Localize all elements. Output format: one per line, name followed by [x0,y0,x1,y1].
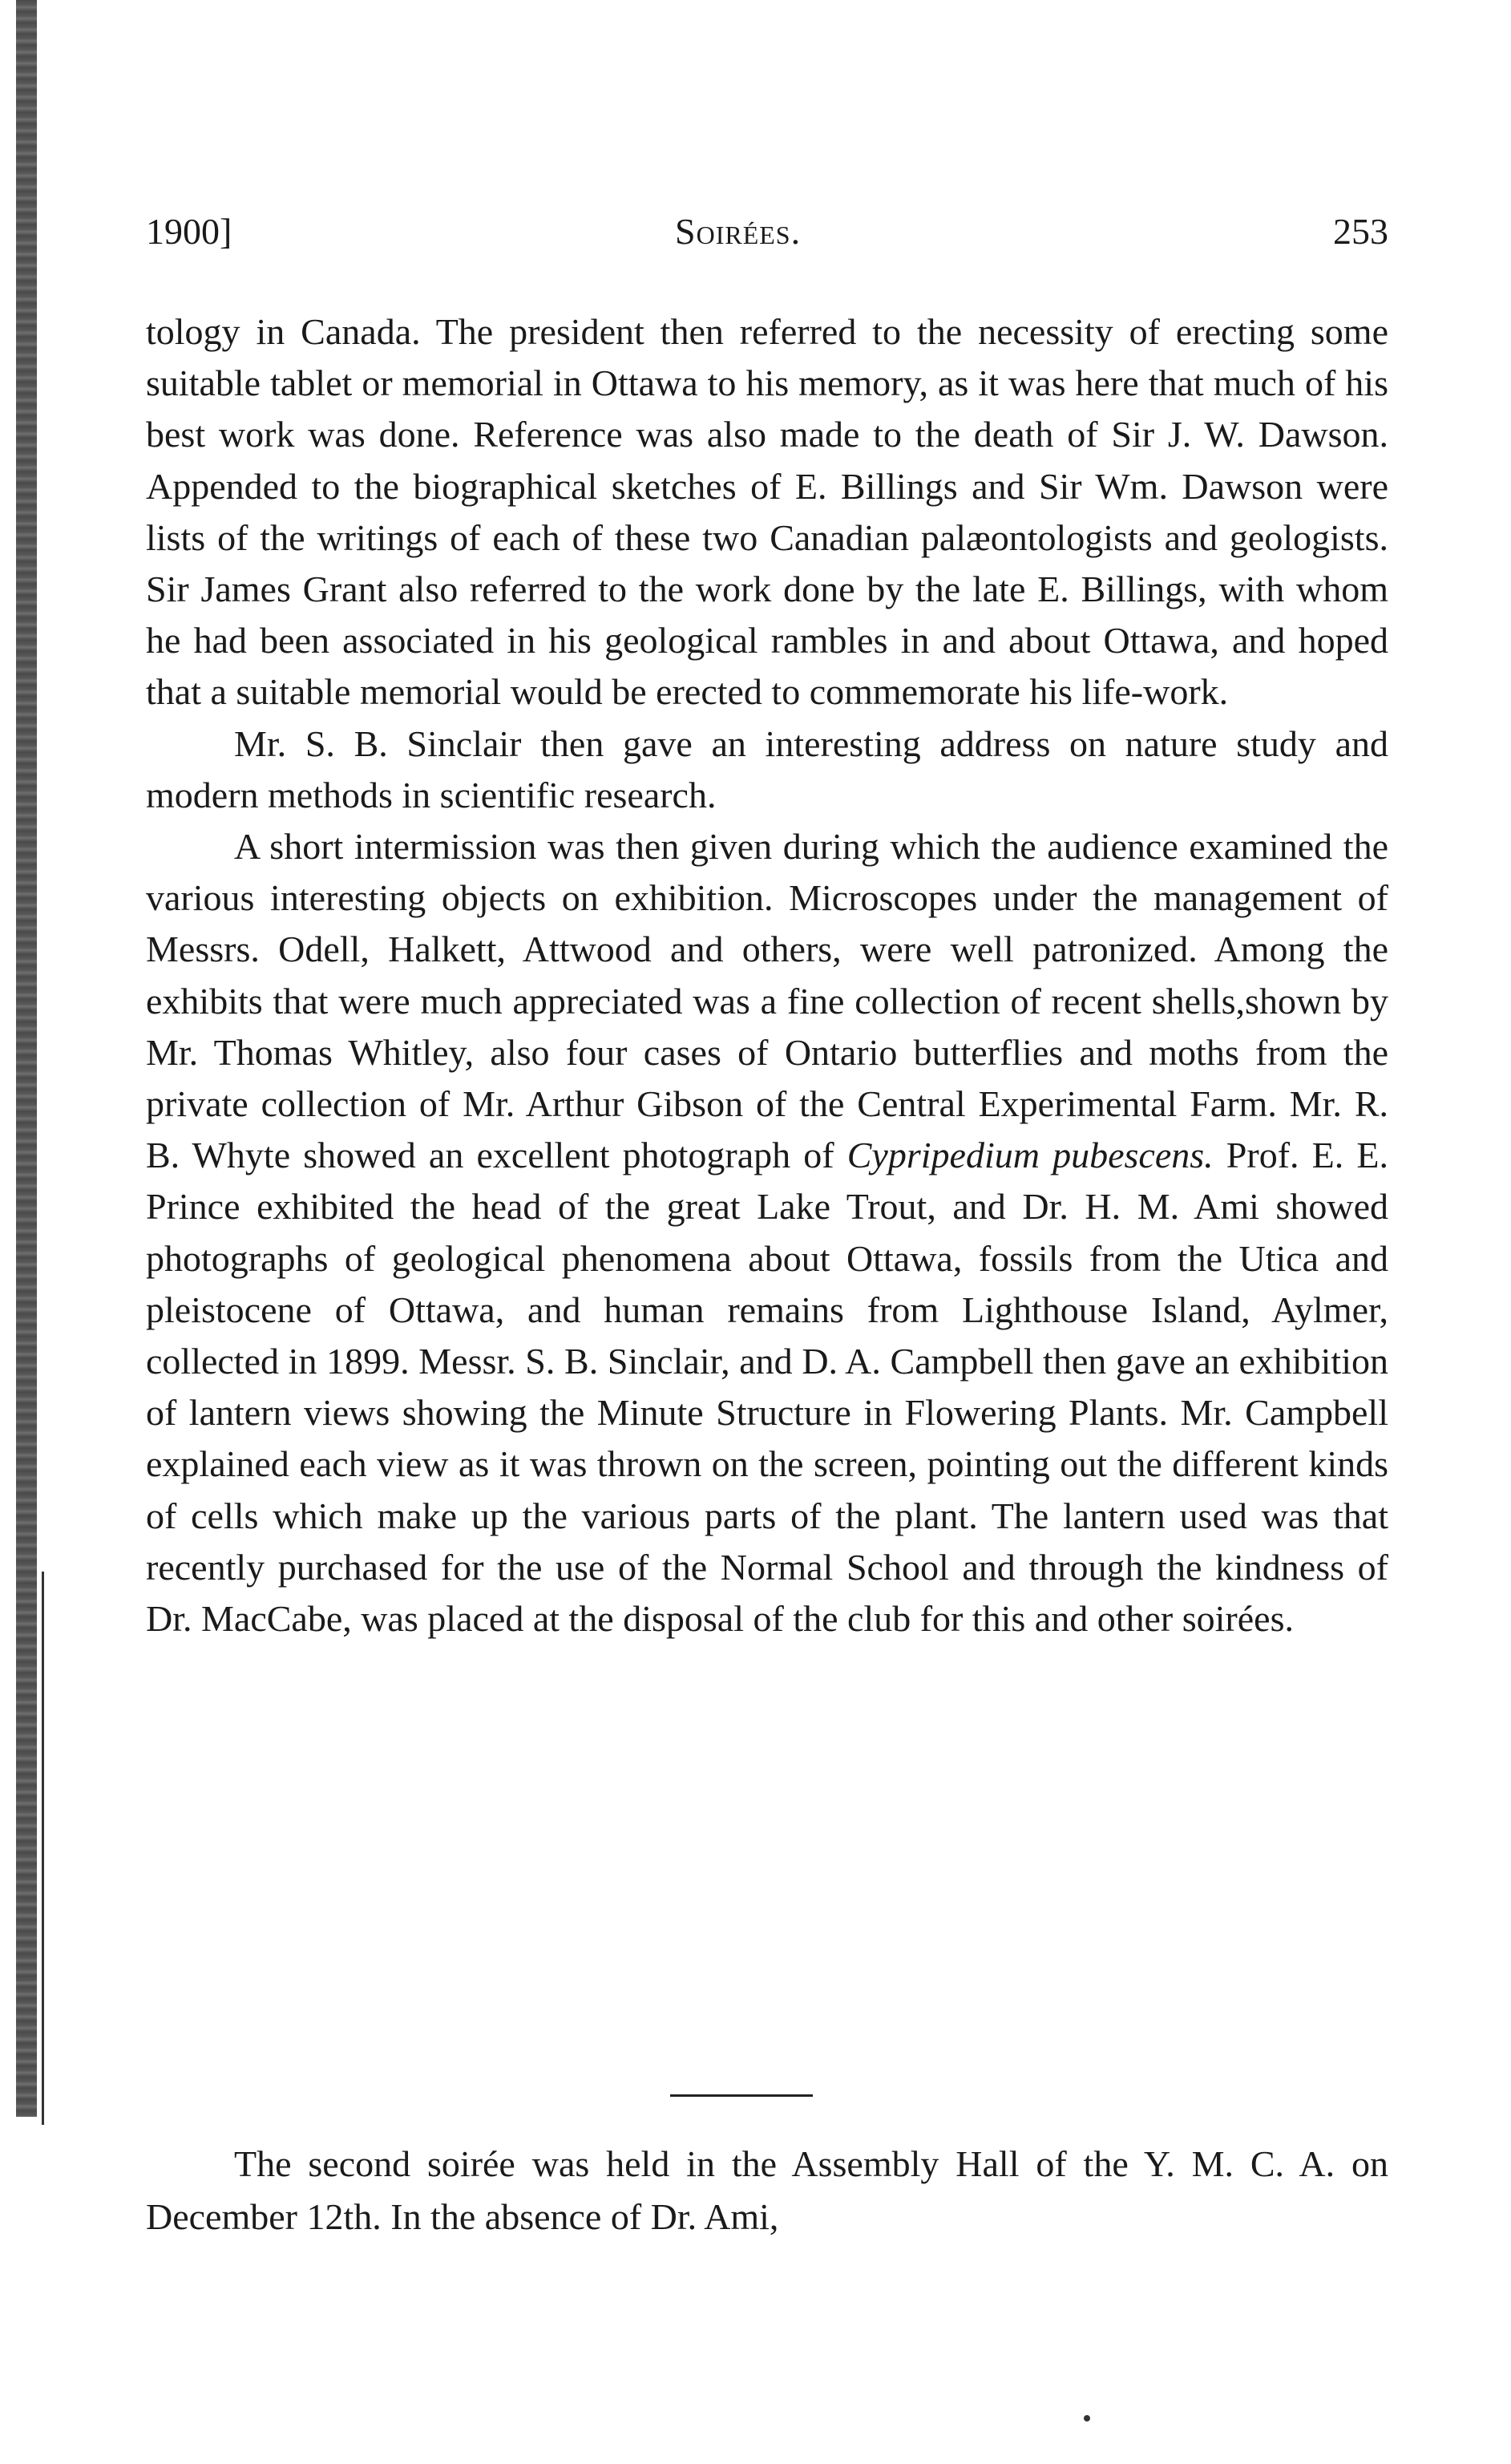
paragraph-3-rest: Prof. E. E. Prince exhibited the head of the great Lake Trout, and Dr. H. M. Ami showed photographs of geological phenomena about Ottawa, fossils from the Utica and pleistocene of Ottawa, and human remains from Lighthouse Island, Aylmer, collected in 1899. Messr. S. B. Sinclair, and D. A. Campbell then gave an exhibition of lantern views showing the Minute Structure in Flowering Plants. Mr. Campbell explained each view as it was thrown on the screen, pointing out the different kinds of cells which make up the various parts of the plant. The lantern used was that recently purchased for the use of the Normal School and through the kindness of Dr. MacCabe, was placed at the disposal of the club for this and other soirées. [146,1135,1388,1640]
page-number: 253 [1333,211,1388,252]
species-name: Cypripedium pubescens. [846,1135,1214,1176]
paragraph-2: Mr. S. B. Sinclair then gave an interesting address on nature study and modern methods in scientific research. [146,722,1388,815]
paragraph-4: The second soirée was held in the Assembly Hall of the Y. M. C. A. on December 12th. In the absence of Dr. Ami, [146,2143,1388,2237]
paragraph-1: tology in Canada. The president then referred to the necessity of erecting some suitable tablet or memorial in Ottawa to his memory, as it was here that much of his best work was done. Reference was also made to the death of Sir J. W. Dawson. Appended to the biographical sketches of E. Billings and Sir Wm. Dawson were lists of the writings of each of these two Canadian palæontologists and geologists. Sir James Grant also referred to the work done by the late E. Billings, with whom he had been associated in his geological rambles in and about Ottawa, and hoped that a suitable memorial would be erected to commemorate his life-work. [146,311,1388,713]
running-header [146,210,1388,274]
header-title: Soirées. [675,211,802,252]
paragraph-3-start: A short intermission was then given during which the audience examined the various interesting objects on exhibition. Microscopes under the management of Messrs. Odell, Halkett, Attwood and others, were well patronized. Among the exhibits that were much appreciated was a fine collection of recent shells,shown by Mr. Thomas Whitley, also four cases of Ontario butterflies and moths from the private collection of Mr. Arthur Gibson of the Central Experimental Farm. Mr. R. B. Whyte showed an excellent photograph of [146,826,1388,1176]
scan-edge-thin [42,1572,44,2125]
section-2 [146,2138,1388,2243]
header-year: 1900] [146,211,232,252]
body-text [146,306,1388,1645]
scan-edge [16,0,37,2117]
section-divider [670,2094,813,2097]
speck-mark [1084,2415,1090,2422]
paragraph-3 [146,821,1388,1645]
